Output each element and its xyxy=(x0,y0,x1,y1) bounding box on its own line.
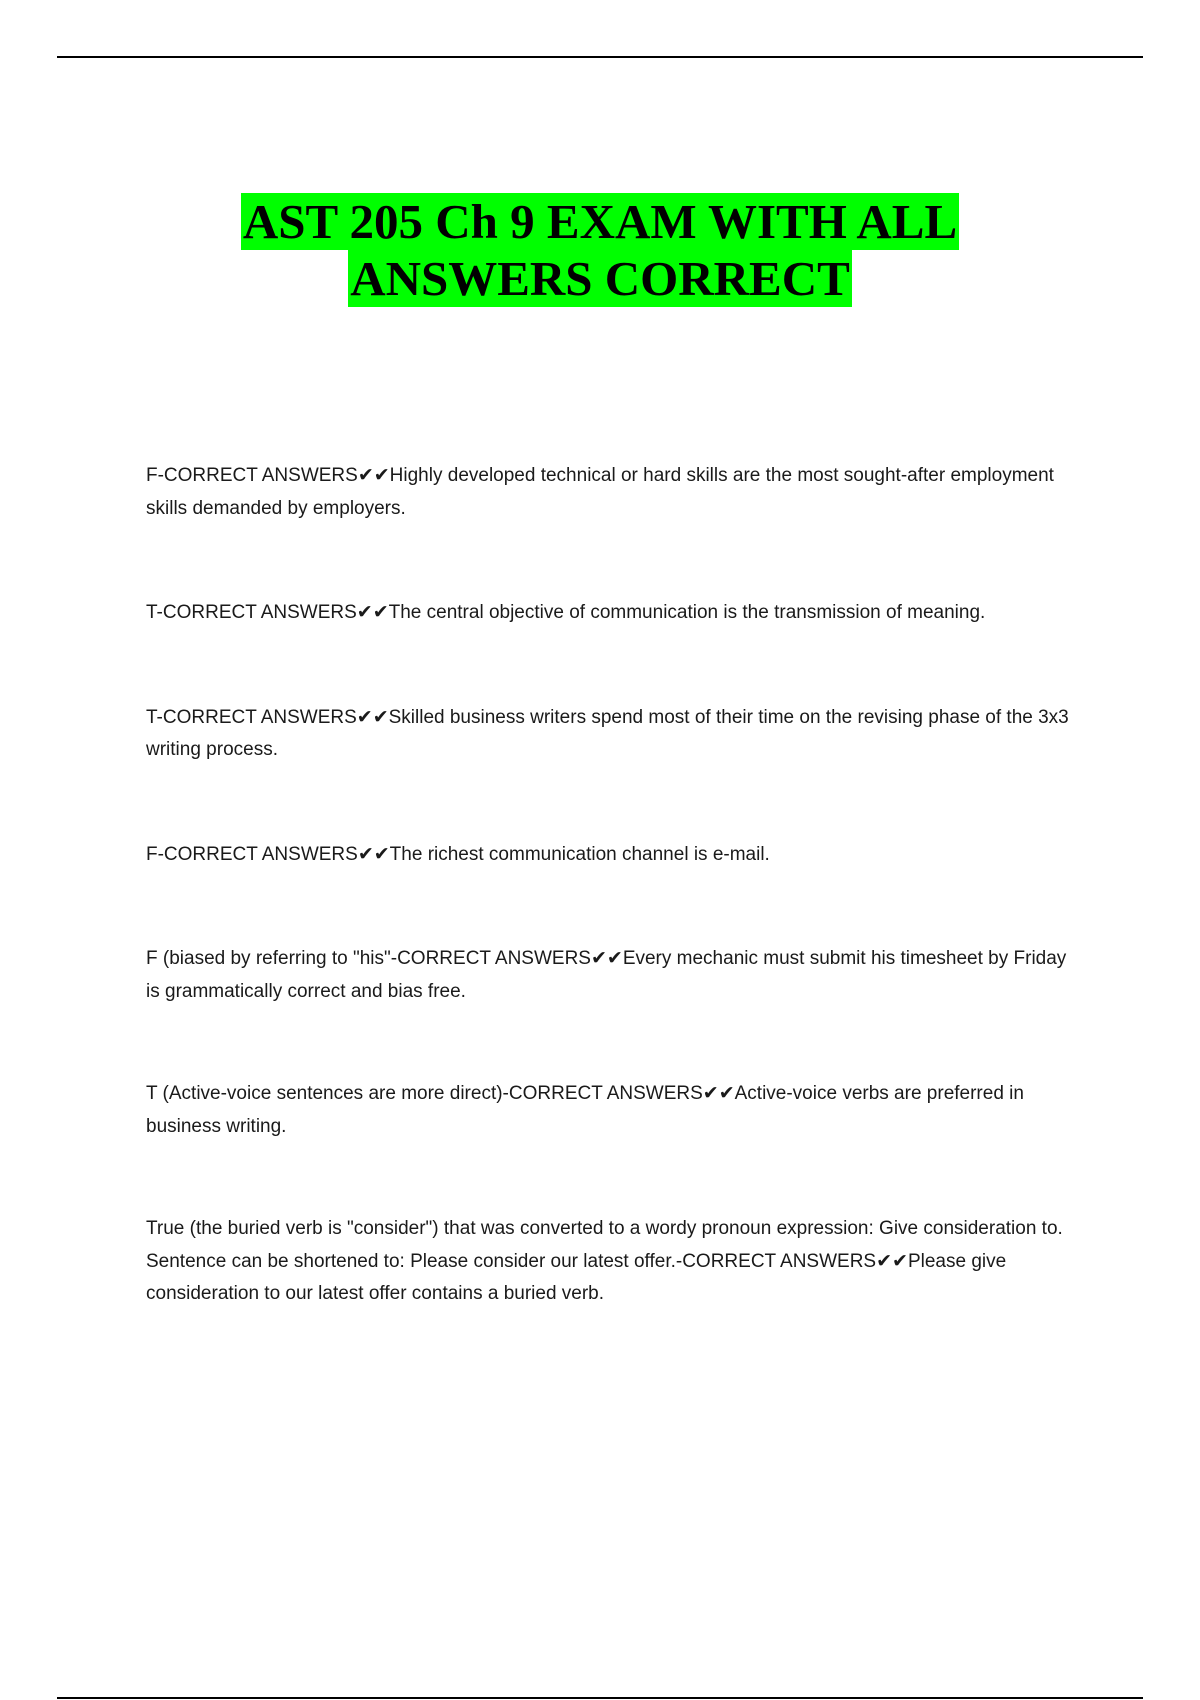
answer-item: T-CORRECT ANSWERS✔✔Skilled business writers spend most of their time on the revising phase of the 3x3 writing process. xyxy=(146,706,1069,760)
bottom-rule xyxy=(57,1697,1143,1699)
document-title xyxy=(150,193,1050,307)
top-rule xyxy=(57,56,1143,58)
answer-item: F (biased by referring to "his"-CORRECT ANSWERS✔✔Every mechanic must submit his timesheet by Friday is grammatically correct and bias free. xyxy=(146,948,1067,1002)
answer-item: F-CORRECT ANSWERS✔✔The richest communication channel is e-mail. xyxy=(146,843,770,865)
title-line-1: AST 205 Ch 9 EXAM WITH ALL xyxy=(242,194,958,249)
answer-item: T (Active-voice sentences are more direct)-CORRECT ANSWERS✔✔Active-voice verbs are preferred in business writing. xyxy=(146,1083,1024,1137)
answer-list xyxy=(146,460,1081,1311)
answer-item: F-CORRECT ANSWERS✔✔Highly developed technical or hard skills are the most sought-after employment skills demanded by employers. xyxy=(146,465,1054,519)
title-line-2: ANSWERS CORRECT xyxy=(350,251,850,306)
answer-item: T-CORRECT ANSWERS✔✔The central objective of communication is the transmission of meaning. xyxy=(146,602,986,623)
answer-item: True (the buried verb is "consider") that was converted to a wordy pronoun expression: Give consideration to. Sentence can be shortened to: Please consider our latest offer.-CORRECT ANSWERS✔✔Please give consideration to our latest offer contains a buried verb. xyxy=(146,1218,1063,1304)
